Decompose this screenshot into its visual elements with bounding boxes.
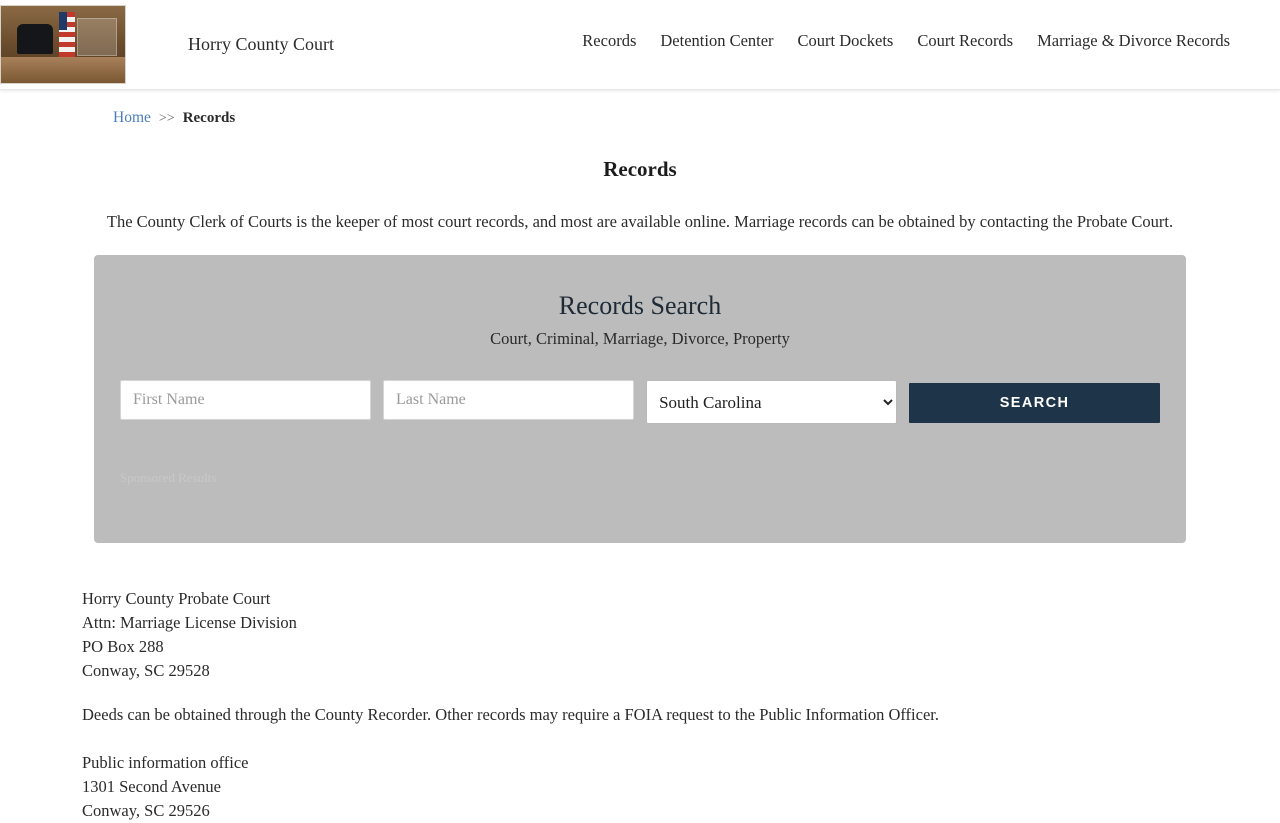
nav-item-marriage-divorce-records[interactable]: Marriage & Divorce Records: [1037, 31, 1230, 50]
main-navigation: [582, 31, 1230, 51]
breadcrumb: [113, 109, 1280, 127]
breadcrumb-separator: >>: [158, 111, 175, 126]
probate-address-block: [82, 587, 1198, 683]
deeds-paragraph: Deeds can be obtained through the County Recorder. Other records may require a FOIA request to the Public Information Officer.: [82, 705, 939, 725]
public-info-line-1: Public information office: [82, 753, 249, 773]
public-info-block: [82, 751, 1198, 823]
flag-shape: [59, 12, 75, 58]
page-body: [0, 587, 1280, 823]
judge-chair-shape: [17, 24, 53, 54]
first-name-input[interactable]: [120, 380, 371, 420]
nav-item-court-dockets[interactable]: Court Dockets: [797, 31, 894, 50]
site-logo[interactable]: [0, 0, 126, 90]
probate-line-4: Conway, SC 29528: [82, 661, 210, 681]
search-heading: Records Search: [558, 291, 722, 321]
breadcrumb-current: Records: [182, 110, 236, 126]
last-name-input[interactable]: [383, 380, 634, 420]
probate-line-2: Attn: Marriage License Division: [82, 613, 297, 633]
records-search-form: [94, 380, 1186, 424]
site-title: Horry County Court: [188, 34, 334, 54]
bench-shape: [1, 57, 125, 83]
sponsored-results-label: Sponsored Results: [120, 470, 217, 486]
nav-item-court-records[interactable]: Court Records: [917, 31, 1014, 50]
probate-line-1: Horry County Probate Court: [82, 589, 271, 609]
breadcrumb-home-link[interactable]: Home: [113, 109, 151, 126]
courtroom-photo-icon: [0, 5, 126, 84]
site-header: [0, 0, 1280, 90]
search-subheading: Court, Criminal, Marriage, Divorce, Property: [490, 329, 790, 349]
nav-item-records[interactable]: Records: [582, 31, 637, 50]
public-info-line-3: Conway, SC 29526: [82, 801, 210, 821]
wall-panel-shape: [77, 18, 117, 56]
public-info-line-2: 1301 Second Avenue: [82, 777, 222, 797]
state-select[interactable]: [646, 380, 897, 424]
search-button[interactable]: SEARCH: [909, 383, 1160, 423]
intro-paragraph: The County Clerk of Courts is the keeper of most court records, and most are available online. Marriage records can be obtained by contacting the Probate Court.: [106, 212, 1174, 231]
records-search-panel: [94, 255, 1186, 543]
page-title: Records: [603, 157, 677, 181]
nav-item-detention-center[interactable]: Detention Center: [660, 31, 774, 50]
probate-line-3: PO Box 288: [82, 637, 164, 657]
